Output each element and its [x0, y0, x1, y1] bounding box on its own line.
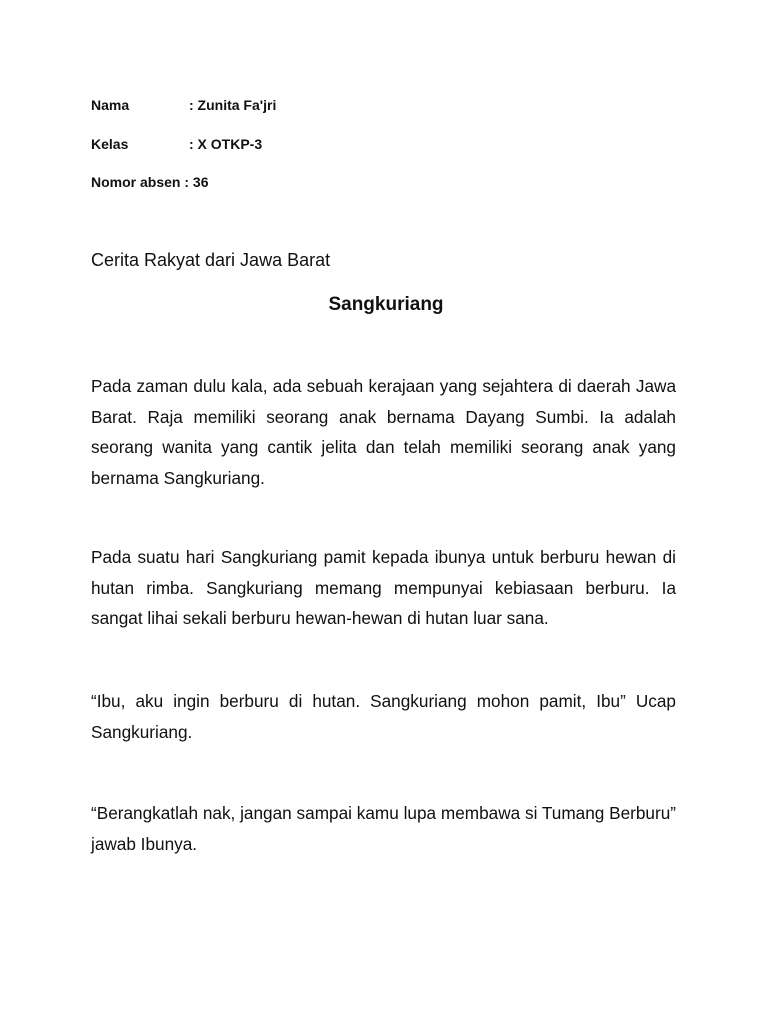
kelas-label: Kelas	[91, 136, 129, 152]
absen-row	[91, 173, 208, 191]
paragraph-1: Pada zaman dulu kala, ada sebuah kerajaan yang sejahtera di daerah Jawa Barat. Raja memiliki seorang anak bernama Dayang Sumbi. Ia adalah seorang wanita yang cantik jelita dan telah memiliki seorang anak yang bernama Sangkuriang.	[91, 376, 676, 488]
document-subtitle: Cerita Rakyat dari Jawa Barat	[91, 250, 331, 270]
absen-label: Nomor absen	[91, 174, 181, 190]
absen-value: : 36	[180, 174, 209, 190]
document-title: Sangkuriang	[328, 294, 444, 315]
kelas-row	[91, 135, 263, 153]
paragraph-3: “Ibu, aku ingin berburu di hutan. Sangkuriang mohon pamit, Ibu” Ucap Sangkuriang.	[91, 691, 676, 742]
nama-value: : Zunita Fa'jri	[189, 97, 277, 113]
nama-row	[91, 96, 277, 114]
paragraph-4: “Berangkatlah nak, jangan sampai kamu lupa membawa si Tumang Berburu” jawab Ibunya.	[91, 803, 676, 854]
kelas-value: : X OTKP-3	[189, 136, 263, 152]
nama-label: Nama	[91, 97, 130, 113]
paragraph-2: Pada suatu hari Sangkuriang pamit kepada ibunya untuk berburu hewan di hutan rimba. Sangkuriang memang mempunyai kebiasaan berburu. Ia sangat lihai sekali berburu hewan-hewan di hutan luar sana.	[91, 547, 676, 628]
